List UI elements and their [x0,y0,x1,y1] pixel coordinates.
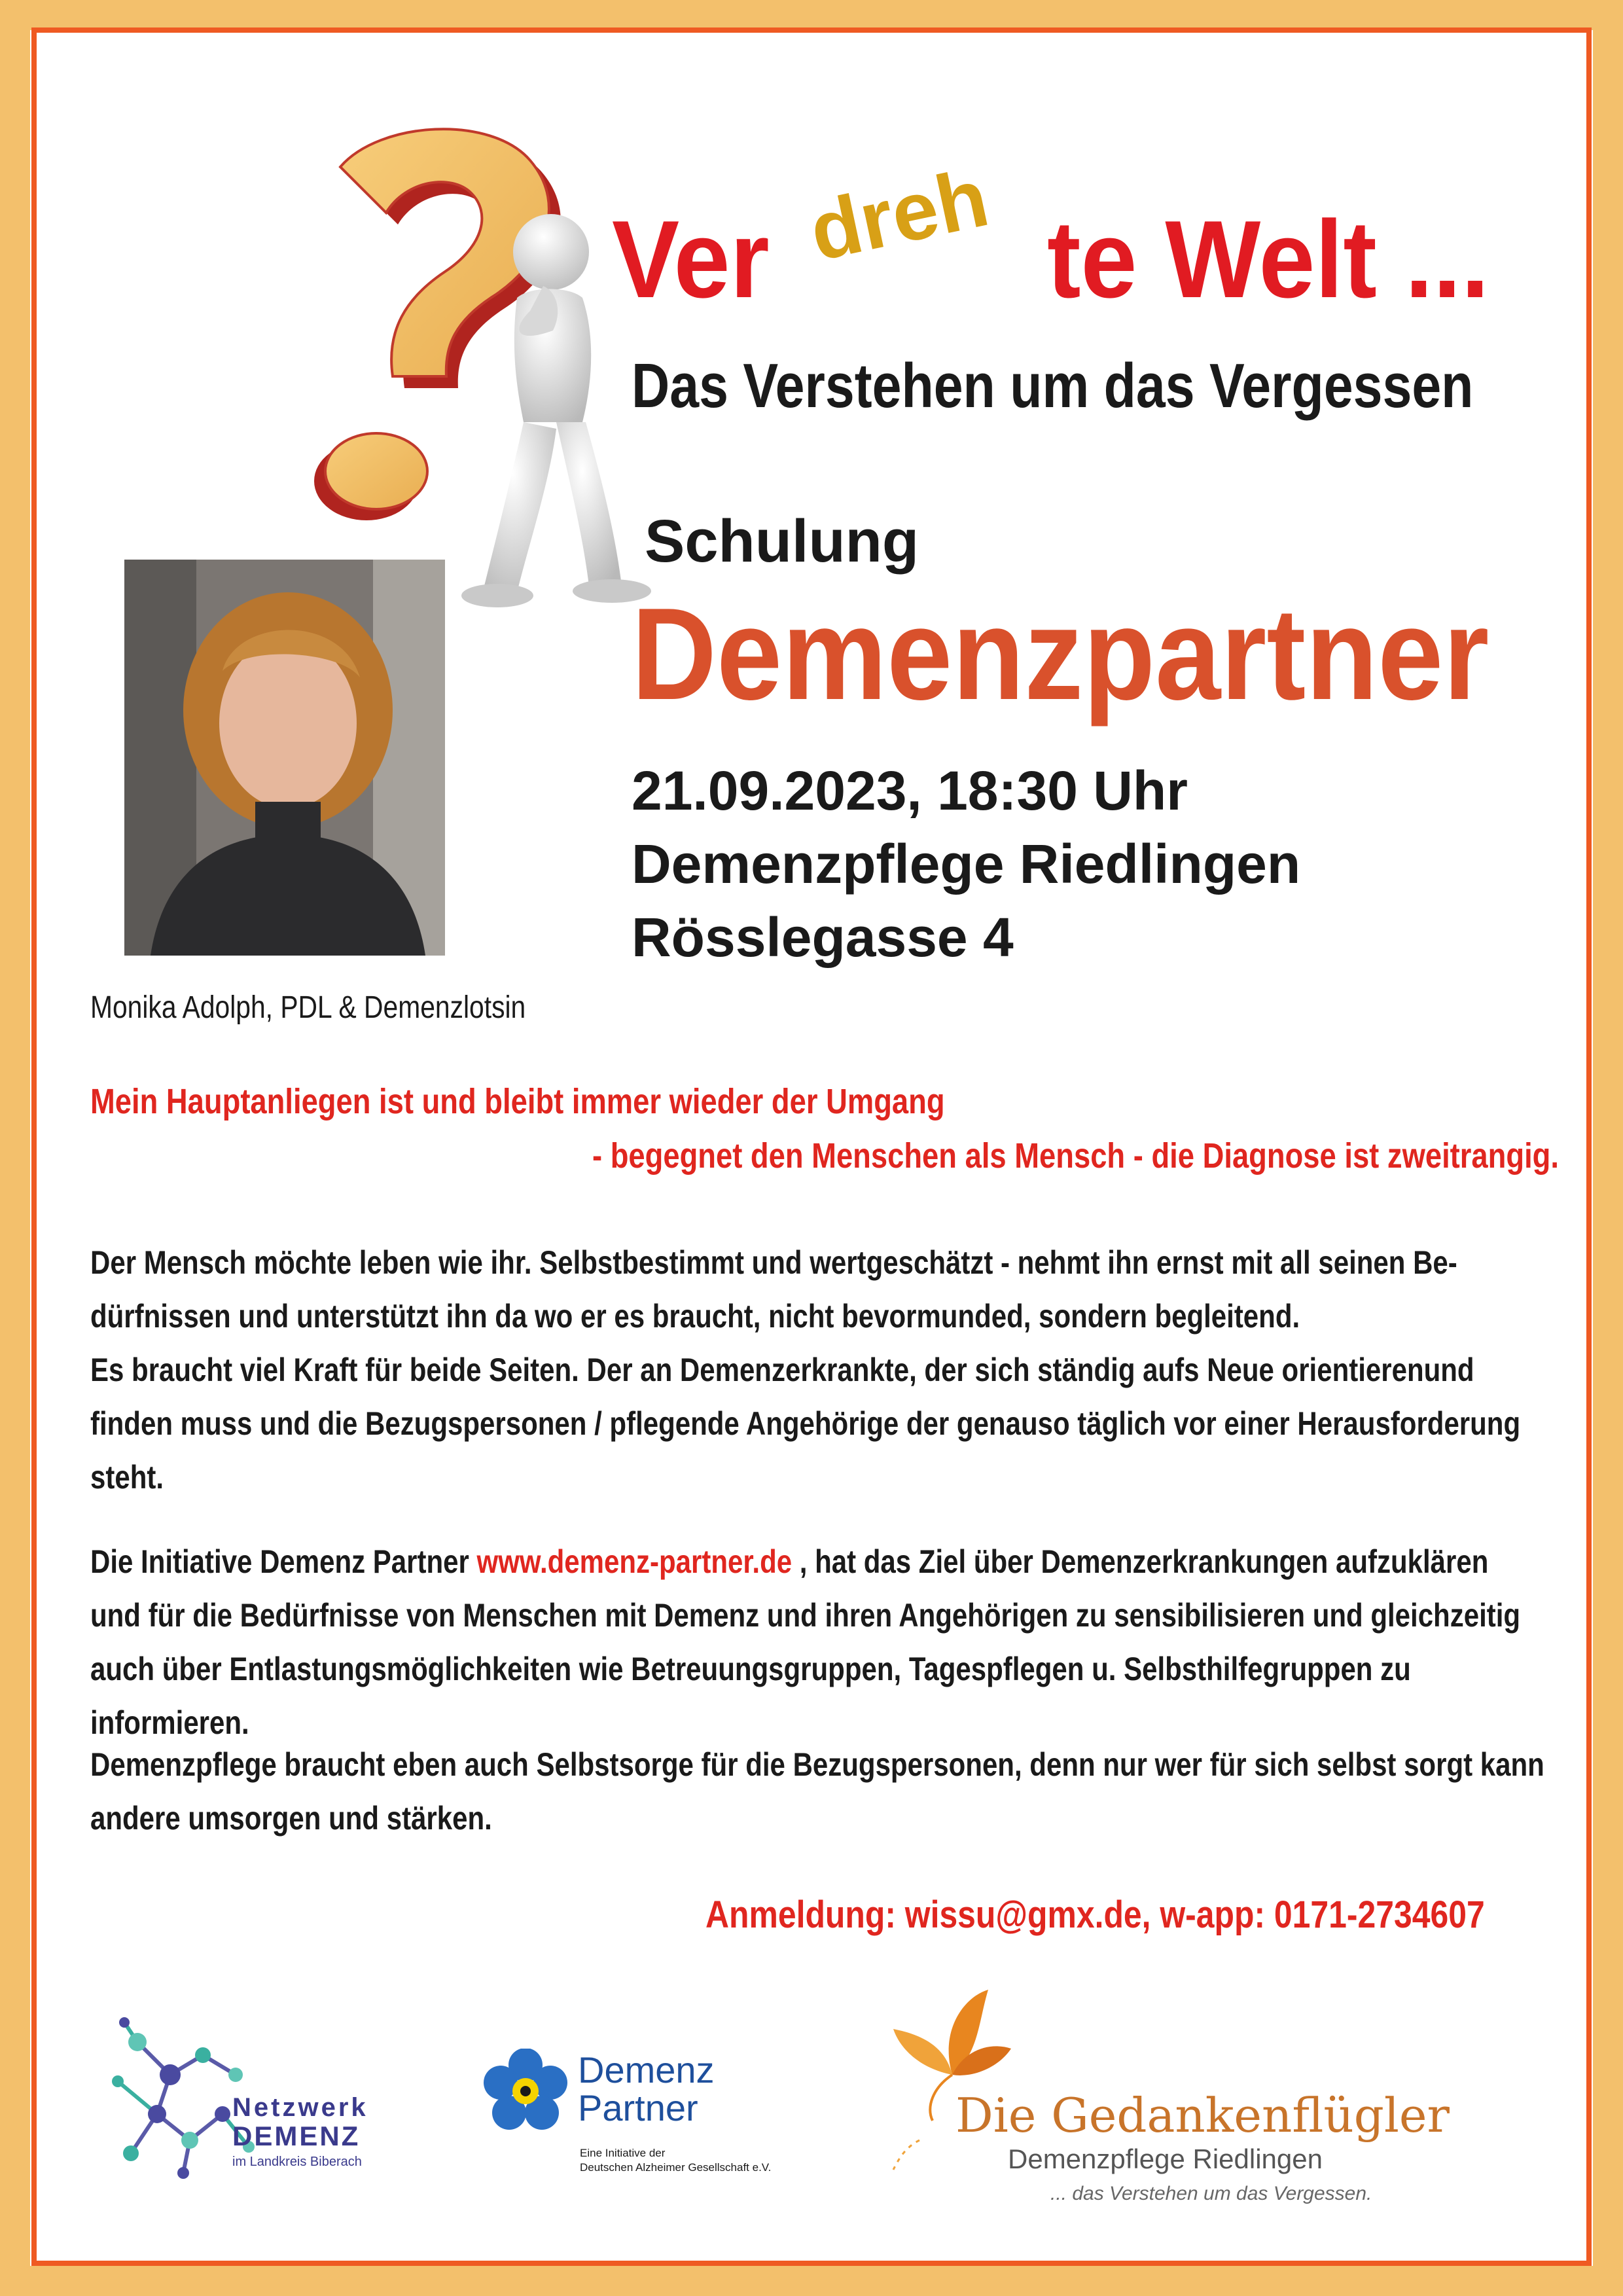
title-part-ver: Ver [612,198,770,321]
paragraph-3-line: Demenzpflege braucht eben auch Selbstsorge für die Bezugspersonen, denn nur wer für sich selbst sorgt kann [90,1746,1544,1783]
paragraph-3-line: andere umsorgen und stärken. [90,1800,492,1837]
logo-netzwerk-demenz [111,2016,399,2179]
netzwerk-label: Netzwerk [232,2093,368,2122]
forget-me-not-icon [483,2049,568,2134]
paragraph-1-line: finden muss und die Bezugspersonen / pflegende Angehörige der genauso täglich vor einer Herausforderung [90,1405,1521,1442]
title-part-dreh: dreh [802,151,996,278]
dp-label-demenz: Demenz [578,2049,715,2090]
subtitle: Das Verstehen um das Vergessen [632,351,1474,421]
paragraph-1-line: steht. [90,1459,164,1496]
paragraph-2 [90,1535,1569,1749]
registration-info: Anmeldung: wissu@gmx.de, w-app: 0171-2734607 [705,1893,1485,1936]
question-mark-figure-icon [294,115,661,625]
event-street: Rösslegasse 4 [632,906,1014,968]
paragraph-2-prefix: Die Initiative Demenz Partner [90,1543,477,1580]
landkreis-label: im Landkreis Biberach [232,2155,362,2169]
paragraph-2-line [90,1535,1569,1588]
paragraph-1-line: dürfnissen und unterstützt ihn da wo er es braucht, nicht bevormunded, sondern begleitend. [90,1298,1300,1335]
speaker-photo [124,560,445,956]
speaker-caption: Monika Adolph, PDL & Demenzlotsin [90,990,526,1025]
title-part-te-welt: te Welt ... [1047,198,1489,321]
demenz-label: DEMENZ [232,2121,361,2151]
course-label: Schulung [645,508,919,575]
butterfly-icon [880,1990,1024,2173]
dp-initiative: Eine Initiative der [580,2147,666,2159]
gf-subtitle: Demenzpflege Riedlingen [1008,2144,1323,2174]
logo-gedankenfluegler [880,1990,1482,2206]
paragraph-2-suffix: , hat das Ziel über Demenzerkrankungen aufzuklären [792,1543,1489,1580]
demenz-partner-link[interactable]: www.demenz-partner.de [476,1543,793,1580]
gf-slogan: ... das Verstehen um das Vergessen. [1050,2183,1372,2204]
gf-name: Die Gedankenflügler [955,2088,1450,2143]
dp-label-partner: Partner [578,2087,698,2128]
logo-demenz-partner [483,2049,849,2199]
course-name: Demenzpartner [632,581,1489,727]
motto-line-1: Mein Hauptanliegen ist und bleibt immer wieder der Umgang [90,1082,945,1121]
motto-line-2: - begegnet den Menschen als Mensch - die Diagnose ist zweitrangig. [592,1136,1559,1175]
paragraph-2-line: und für die Bedürfnisse von Menschen mit Demenz und ihren Angehörigen zu sensibilisieren und gleichzeitig [90,1597,1521,1634]
paragraph-1-line: Es braucht viel Kraft für beide Seiten. Der an Demenzerkrankte, der sich ständig aufs Neue orientierenund [90,1352,1474,1388]
paragraph-1-line: Der Mensch möchte leben wie ihr. Selbstbestimmt und wertgeschätzt - nehmt ihn ernst mit all seinen Be- [90,1244,1457,1281]
paragraph-3 [90,1738,1569,1845]
paragraph-2-line: auch über Entlastungsmöglichkeiten wie Betreuungsgruppen, Tagespflegen u. Selbsthilfegruppen zu informieren. [90,1651,1411,1741]
event-place: Demenzpflege Riedlingen [632,833,1301,895]
paragraph-1 [90,1236,1569,1504]
dp-initiative-org: Deutschen Alzheimer Gesellschaft e.V. [580,2161,772,2174]
event-date-time: 21.09.2023, 18:30 Uhr [632,760,1188,821]
